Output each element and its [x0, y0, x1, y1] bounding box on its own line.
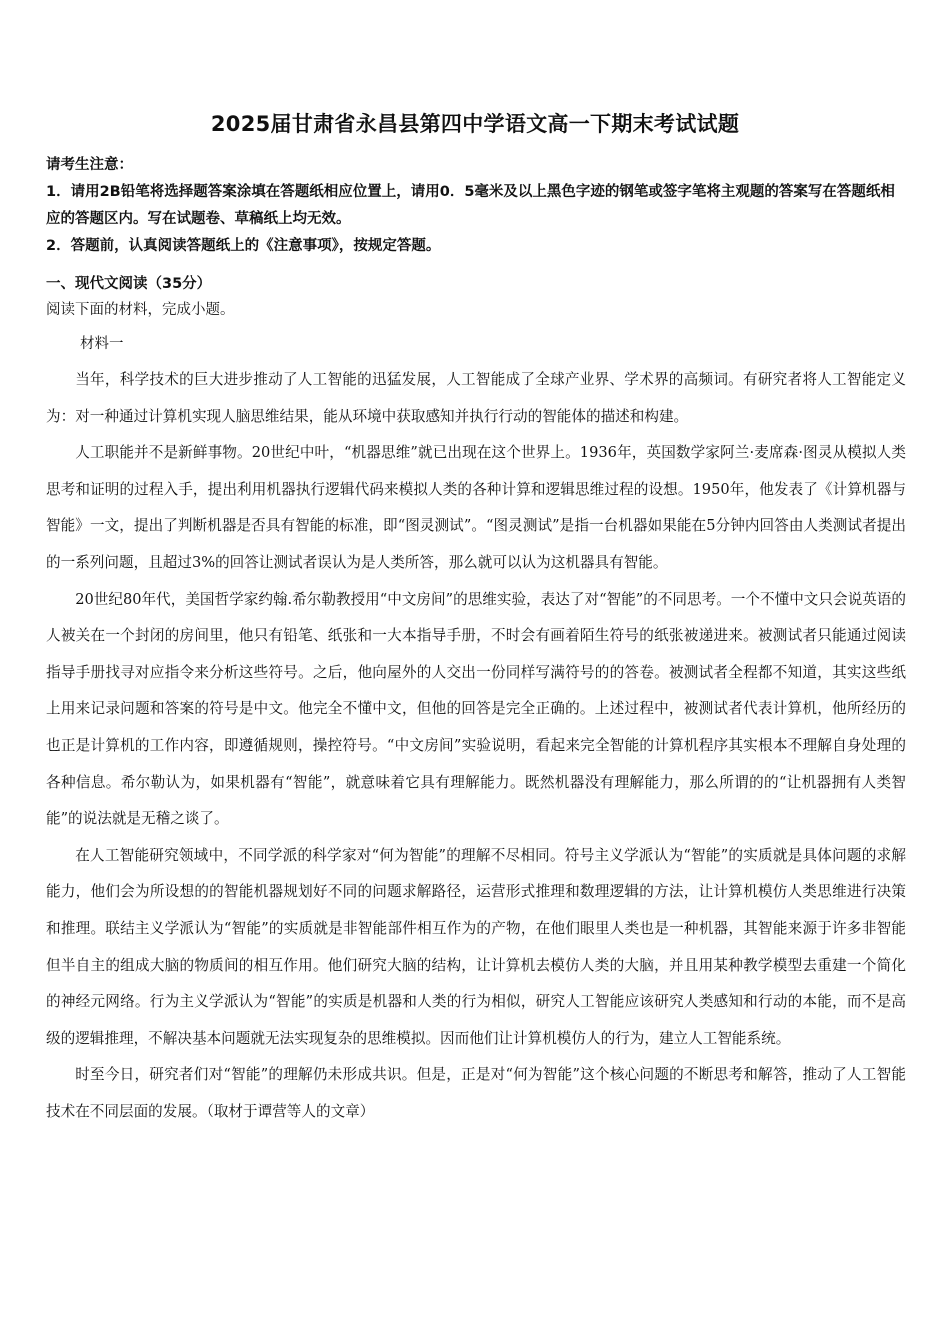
passage-paragraph-2: 人工职能并不是新鲜事物。20世纪中叶，“机器思维”就已出现在这个世界上。1936年，英国数学家阿兰·麦席森·图灵从模拟人类思考和证明的过程入手，提出利用机器执行逻辑代码来模拟人类的各种计算和逻辑思维过程的设想。1950年，他发表了《计算机器与智能》一文，提出了判断机器是否具有智能的标准，即“图灵测试”。“图灵测试”是指一台机器如果能在5分钟内回答由人类测试者提出的一系列问题，且超过3%的回答让测试者误认为是人类所答，那么就可以认为这机器具有智能。 [46, 444, 906, 571]
notice-block [46, 152, 906, 260]
page-title: 2025届甘肃省永昌县第四中学语文高一下期末考试试题 [210, 112, 740, 136]
notice-item-1: 1．请用2B铅笔将选择题答案涂填在答题纸相应位置上，请用0．5毫米及以上黑色字迹的钢笔或签字笔将主观题的答案写在答题纸相应的答题区内。写在试题卷、草稿纸上均无效。 [46, 184, 895, 227]
reading-passage [46, 362, 906, 1130]
notice-item-2: 2．答题前，认真阅读答题纸上的《注意事项》，按规定答题。 [46, 238, 441, 254]
passage-paragraph-5: 时至今日，研究者们对“智能”的理解仍未形成共识。但是，正是对“何为智能”这个核心问题的不断思考和解答，推动了人工智能技术在不同层面的发展。（取材于谭营等人的文章） [46, 1066, 906, 1120]
material-label: 材料一 [80, 336, 124, 352]
section-heading: 一、现代文阅读（35分） [46, 276, 212, 292]
section-instruction: 阅读下面的材料，完成小题。 [46, 302, 235, 318]
passage-paragraph-1: 当年，科学技术的巨大进步推动了人工智能的迅猛发展，人工智能成了全球产业界、学术界的高频词。有研究者将人工智能定义为：对一种通过计算机实现人脑思维结果，能从环境中获取感知并执行行动的智能体的描述和构建。 [46, 371, 906, 425]
notice-heading: 请考生注意： [46, 157, 133, 173]
passage-paragraph-4: 在人工智能研究领域中，不同学派的科学家对“何为智能”的理解不尽相同。符号主义学派认为“智能”的实质就是具体问题的求解能力，他们会为所设想的的智能机器规划好不同的问题求解路径，运营形式推理和数理逻辑的方法，让计算机模仿人类思维进行决策和推理。联结主义学派认为“智能”的实质就是非智能部件相互作为的产物，在他们眼里人类也是一种机器，其智能来源于许多非智能但半自主的组成大脑的物质间的相互作用。他们研究大脑的结构，让计算机去模仿人类的大脑，并且用某种教学模型去重建一个简化的神经元网络。行为主义学派认为“智能”的实质是机器和人类的行为相似，研究人工智能应该研究人类感知和行动的本能，而不是高级的逻辑推理，不解决基本问题就无法实现复杂的思维模拟。因而他们让计算机模仿人的行为，建立人工智能系统。 [46, 846, 906, 1047]
passage-paragraph-3: 20世纪80年代，美国哲学家约翰.希尔勒教授用“中文房间”的思维实验，表达了对“智能”的不同思考。一个不懂中文只会说英语的人被关在一个封闭的房间里，他只有铅笔、纸张和一大本指导手册，不时会有画着陌生符号的纸张被递进来。被测试者只能通过阅读指导手册找寻对应指令来分析这些符号。之后，他向屋外的人交出一份同样写满符号的的答卷。被测试者全程都不知道，其实这些纸上用来记录问题和答案的符号是中文。他完全不懂中文，但他的回答是完全正确的。上述过程中，被测试者代表计算机，他所经历的也正是计算机的工作内容，即遵循规则，操控符号。“中文房间”实验说明，看起来完全智能的计算机程序其实根本不理解自身处理的各种信息。希尔勒认为，如果机器有“智能”，就意味着它具有理解能力。既然机器没有理解能力，那么所谓的的“让机器拥有人类智能”的说法就是无稽之谈了。 [46, 590, 906, 828]
